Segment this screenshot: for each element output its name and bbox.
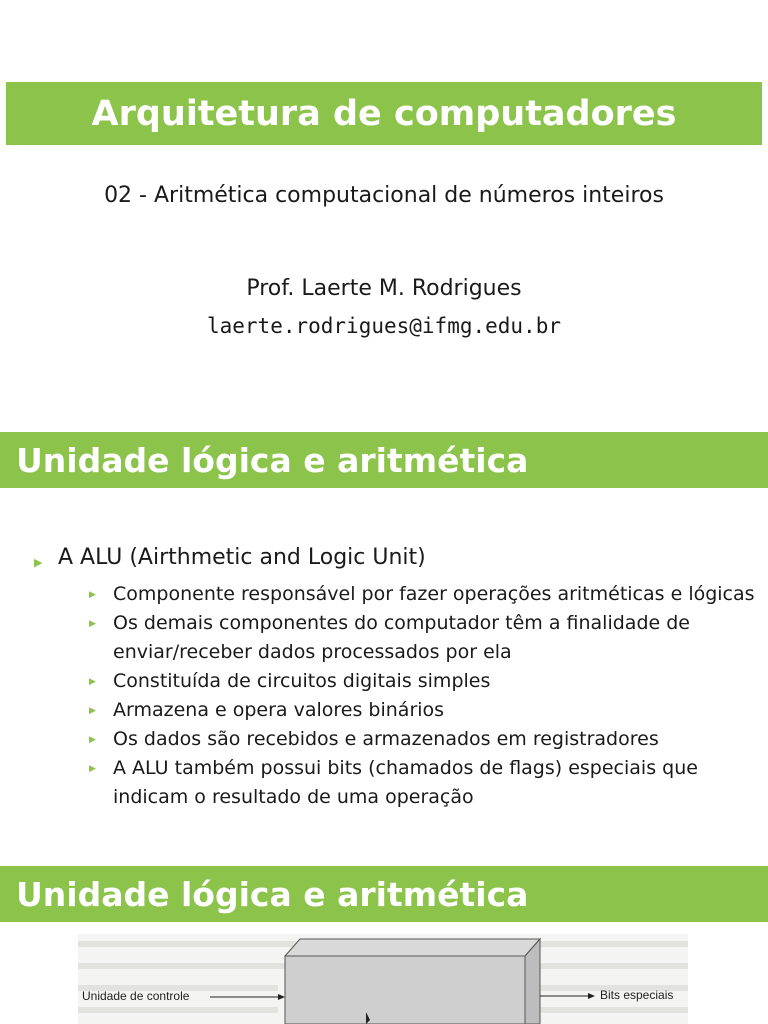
- author-email: laerte.rodrigues@ifmg.edu.br: [206, 314, 561, 338]
- slide3-title: Unidade lógica e aritmética: [16, 874, 529, 914]
- sub-bullet-text: Os dados são recebidos e armazenados em registradores: [113, 728, 659, 750]
- label-special-bits: Bits especiais: [600, 988, 674, 1002]
- sub-bullet-text: Armazena e opera valores binários: [113, 699, 445, 721]
- slide2-title-banner: [0, 432, 768, 488]
- bullet-triangle-icon: ▶: [89, 764, 96, 774]
- bullet-triangle-icon: ▶: [89, 677, 96, 687]
- sub-bullet-text: A ALU também possui bits (chamados de flags) especiais que: [113, 757, 698, 779]
- label-control-unit: Unidade de controle: [82, 989, 190, 1003]
- sub-bullet-text-continuation: enviar/receber dados processados por ela: [113, 641, 512, 663]
- slide3-title-banner: [0, 866, 768, 922]
- presentation-title: Arquitetura de computadores: [91, 93, 677, 134]
- slide2-title: Unidade lógica e aritmética: [16, 440, 529, 480]
- bullet-triangle-icon: ▶: [89, 619, 96, 629]
- sub-bullet-text: Constituída de circuitos digitais simples: [113, 670, 491, 692]
- sub-bullet-text: Componente responsável por fazer operações aritméticas e lógicas: [113, 583, 755, 605]
- bullet-triangle-icon: ▶: [89, 735, 96, 745]
- bullet-triangle-icon: ▶: [89, 590, 96, 600]
- bullet-triangle-icon: ▶: [34, 556, 43, 569]
- title-banner: [6, 82, 762, 145]
- sub-bullet-text-continuation: indicam o resultado de uma operação: [113, 786, 474, 808]
- bullet-triangle-icon: ▶: [89, 706, 96, 716]
- sub-bullet-text: Os demais componentes do computador têm a finalidade de: [113, 612, 690, 634]
- alu-diagram-graphic: [78, 934, 688, 1024]
- lecture-subtitle: 02 - Aritmética computacional de números inteiros: [104, 183, 664, 208]
- alu-diagram: [78, 934, 688, 1024]
- main-bullet-text: A ALU (Airthmetic and Logic Unit): [58, 545, 426, 570]
- author-name: Prof. Laerte M. Rodrigues: [246, 276, 522, 301]
